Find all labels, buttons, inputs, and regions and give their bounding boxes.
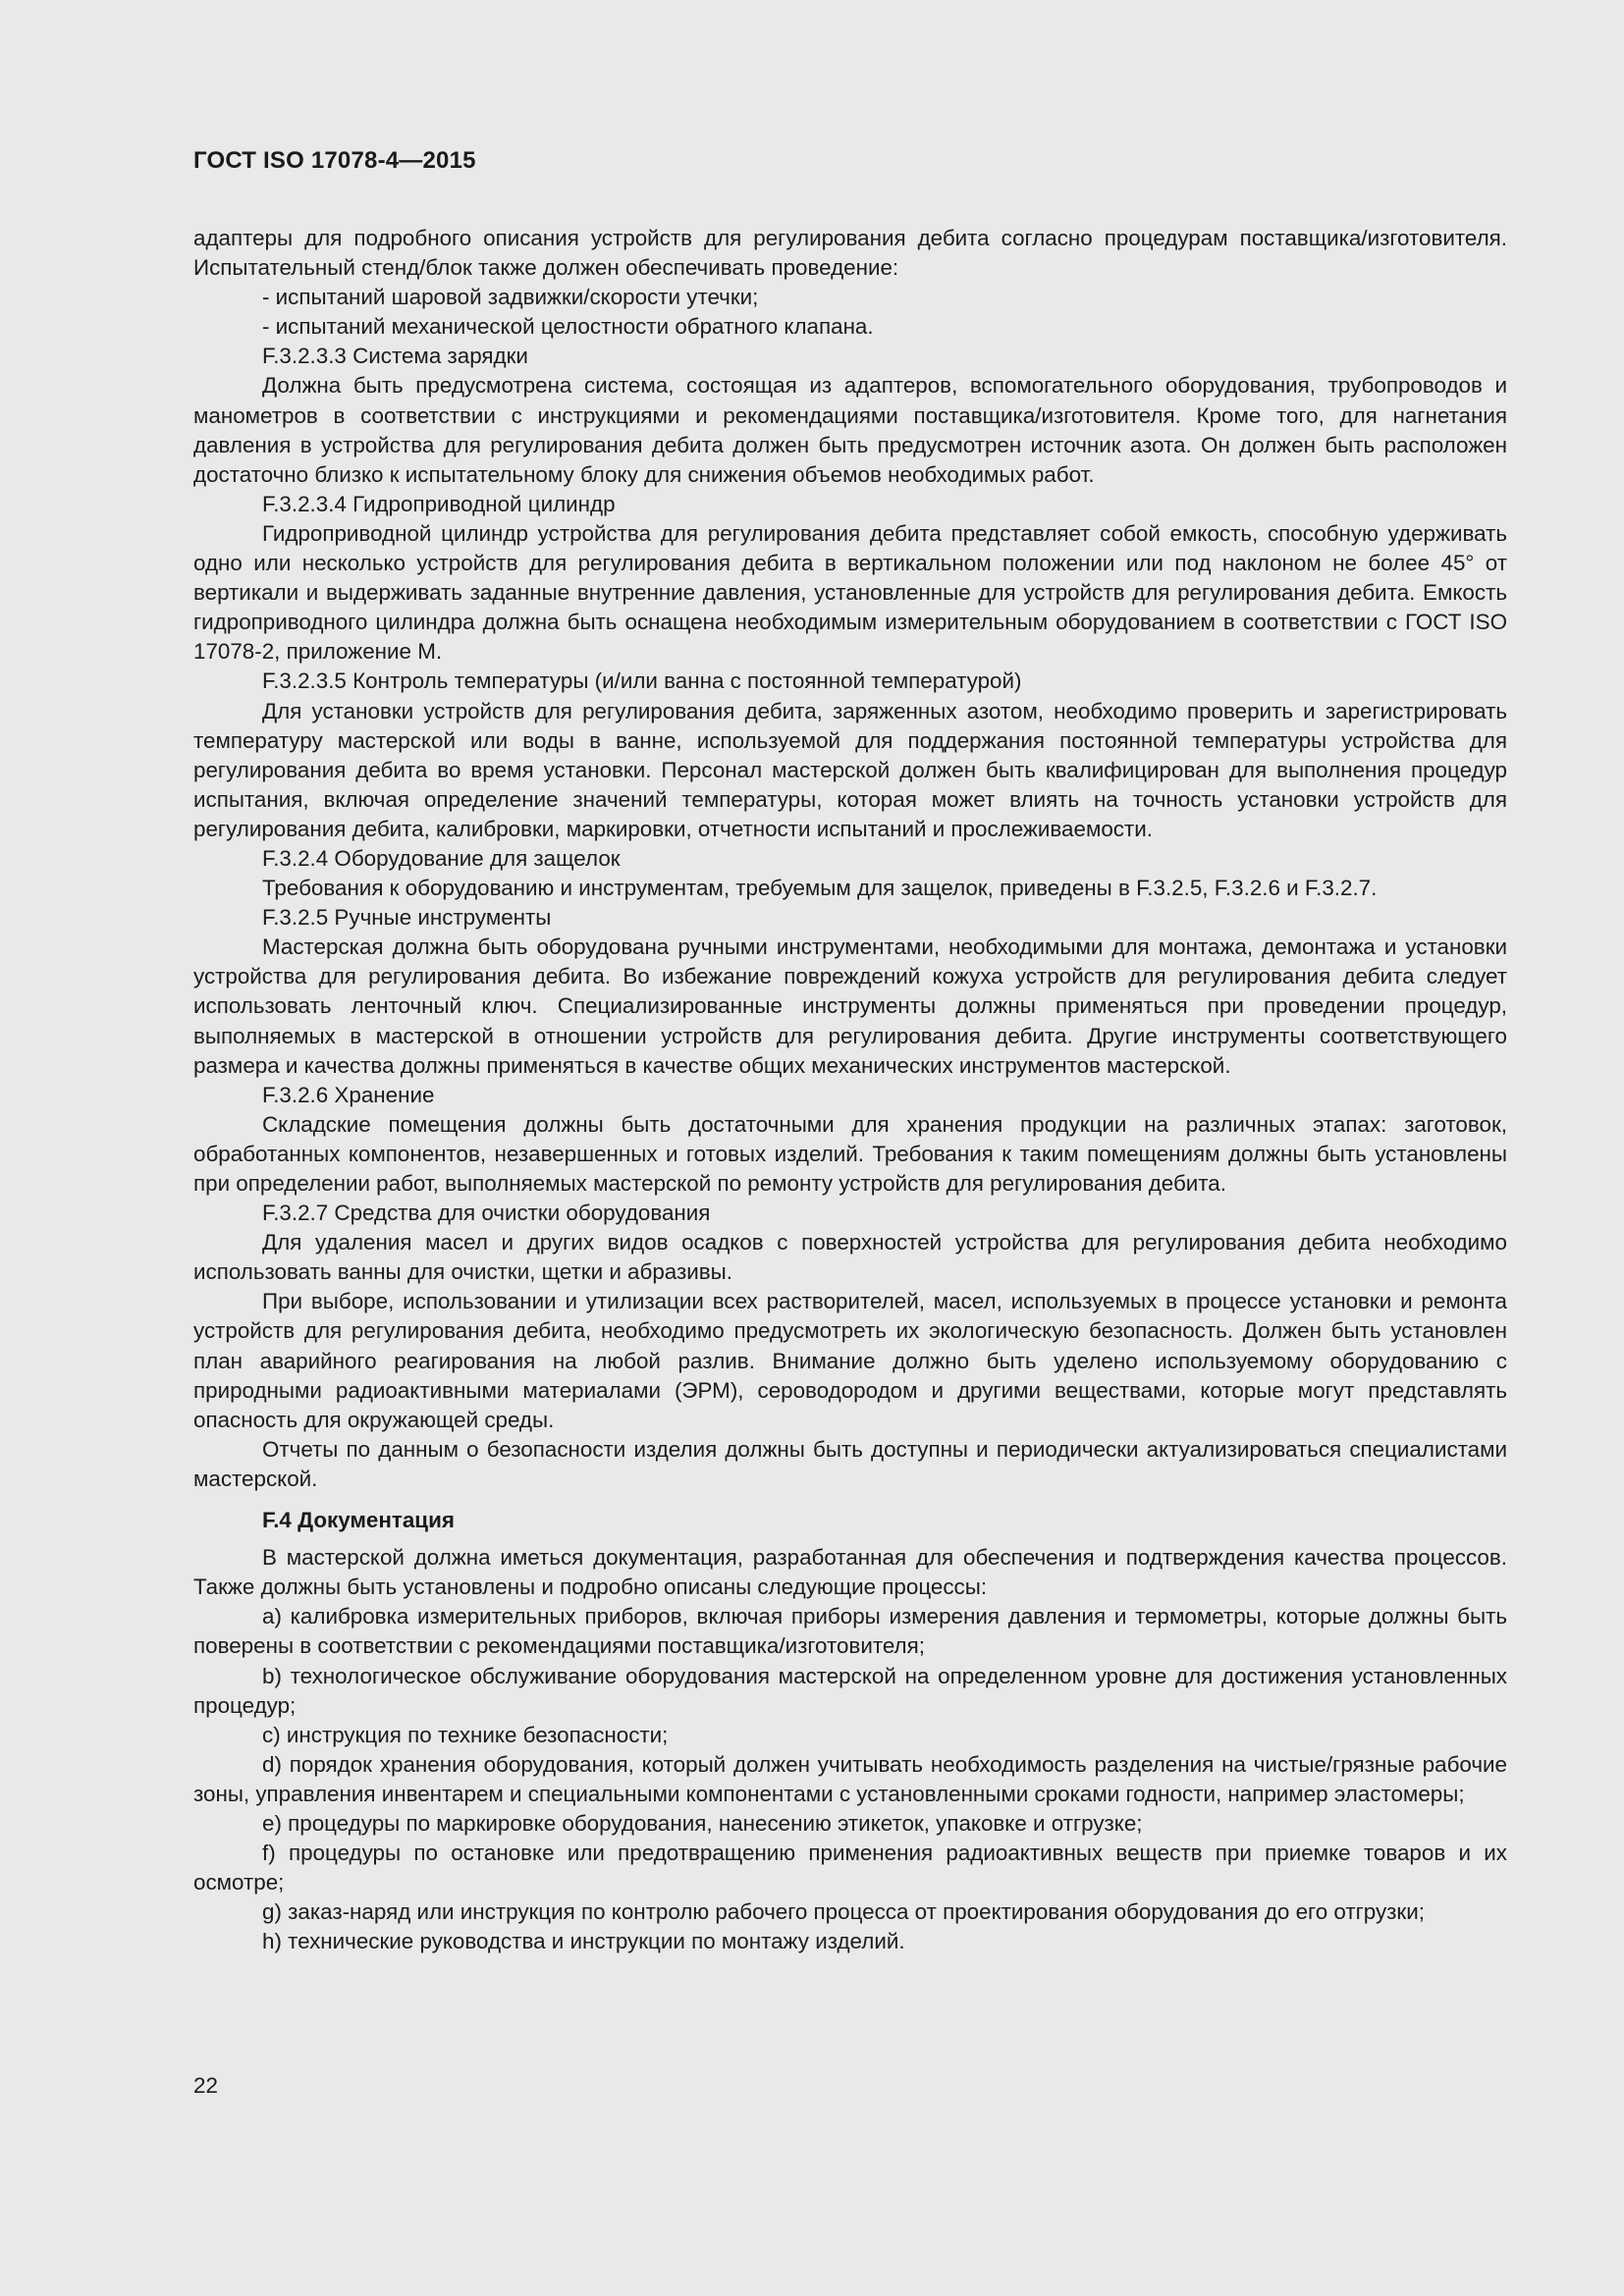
paragraph: В мастерской должна иметься документация, разработанная для обеспечения и подтверждения качества процессов. Также должны быть установлены и подробно описаны следующие процессы: (193, 1545, 1507, 1600)
document-body (193, 224, 1507, 1956)
paragraph: При выборе, использовании и утилизации всех растворителей, масел, используемых в процессе установки и ремонта устройств для регулирования дебита, необходимо предусмотреть их экологическую безопасность. Должен быть установлен план аварийного реагирования на любой разлив. Внимание должно быть уделено используемому оборудованию с природными радиоактивными материалами (ЭРМ), сероводородом и другими веществами, которые могут представлять опасность для окружающей среды. (193, 1289, 1507, 1432)
paragraph: d) порядок хранения оборудования, который должен учитывать необходимость разделения на чистые/грязные рабочие зоны, управления инвентарем и специальными компонентами с установленными сроками годности, например эластомеры; (193, 1751, 1507, 1806)
document-header: ГОСТ ISO 17078-4—2015 (193, 147, 476, 174)
paragraph: c) инструкция по технике безопасности; (262, 1722, 669, 1747)
paragraph: Складские помещения должны быть достаточными для хранения продукции на различных этапах: заготовок, обработанных компонентов, незавершенных и готовых изделий. Требования к таким помещениям должны быть установлены при определении работ, выполняемых мастерской по ремонту устройств для регулирования дебита. (193, 1111, 1507, 1196)
paragraph: g) заказ-наряд или инструкция по контролю рабочего процесса от проектирования оборудования до его отгрузки; (262, 1899, 1425, 1925)
paragraph: b) технологическое обслуживание оборудования мастерской на определенном уровне для достижения установленных процедур; (193, 1663, 1507, 1718)
paragraph: Мастерская должна быть оборудована ручными инструментами, необходимыми для монтажа, демонтажа и установки устройства для регулирования дебита. Во избежание повреждений кожуха устройств для регулирования дебита следует использовать ленточный ключ. Специализированные инструменты должны применяться при проведении процедур, выполняемых в мастерской в отношении устройств для регулирования дебита. Другие инструменты соответствующего размера и качества должны применяться в качестве общих механических инструментов мастерской. (193, 934, 1507, 1078)
paragraph: Отчеты по данным о безопасности изделия должны быть доступны и периодически актуализироваться специалистами мастерской. (193, 1436, 1507, 1491)
paragraph: F.3.2.4 Оборудование для защелок (262, 845, 621, 871)
section-heading: F.4 Документация (262, 1508, 455, 1533)
paragraph: - испытаний механической целостности обратного клапана. (262, 314, 874, 340)
paragraph: F.3.2.3.4 Гидроприводной цилиндр (262, 491, 616, 516)
paragraph: Требования к оборудованию и инструментам, требуемым для защелок, приведены в F.3.2.5, F.3.2.6 и F.3.2.7. (262, 876, 1378, 901)
page-number: 22 (193, 2073, 218, 2098)
paragraph: Гидроприводной цилиндр устройства для регулирования дебита представляет собой емкость, способную удерживать одно или несколько устройств для регулирования дебита в вертикальном положении или под наклоном не более 45° от вертикали и выдерживать заданные внутренние давления, установленные для устройств для регулирования дебита. Емкость гидроприводного цилиндра должна быть оснащена необходимым измерительным оборудованием в соответствии с ГОСТ ISO 17078-2, приложение М. (193, 520, 1507, 665)
paragraph: Для удаления масел и других видов осадков с поверхностей устройства для регулирования дебита необходимо использовать ванны для очистки, щетки и абразивы. (193, 1230, 1507, 1285)
paragraph: F.3.2.7 Средства для очистки оборудования (262, 1201, 711, 1226)
paragraph: a) калибровка измерительных приборов, включая приборы измерения давления и термометры, которые должны быть поверены в соответствии с рекомендациями поставщика/изготовителя; (193, 1604, 1507, 1659)
paragraph: Для установки устройств для регулирования дебита, заряженных азотом, необходимо проверить и зарегистрировать температуру мастерской или воды в ванне, используемой для поддержания постоянной температуры устройства для регулирования дебита во время установки. Персонал мастерской должен быть квалифицирован для выполнения процедур испытания, включая определение значений температуры, которая может влиять на точность установки устройств для регулирования дебита, калибровки, маркировки, отчетности испытаний и прослеживаемости. (193, 698, 1507, 841)
paragraph: - испытаний шаровой задвижки/скорости утечки; (262, 285, 759, 310)
paragraph: h) технические руководства и инструкции по монтажу изделий. (262, 1929, 905, 1954)
paragraph: Должна быть предусмотрена система, состоящая из адаптеров, вспомогательного оборудования, трубопроводов и манометров в соответствии с инструкциями и рекомендациями поставщика/изготовителя. Кроме того, для нагнетания давления в устройства для регулирования дебита должен быть предусмотрен источник азота. Он должен быть расположен достаточно близко к испытательному блоку для снижения объемов необходимых работ. (193, 373, 1507, 487)
paragraph: F.3.2.3.5 Контроль температуры (и/или ванна с постоянной температурой) (262, 668, 1022, 694)
paragraph: адаптеры для подробного описания устройств для регулирования дебита согласно процедурам поставщика/изготовителя. Испытательный стенд/блок также должен обеспечивать проведение: (193, 226, 1507, 281)
paragraph: F.3.2.3.3 Система зарядки (262, 344, 528, 369)
paragraph: f) процедуры по остановке или предотвращению применения радиоактивных веществ при приемке товаров и их осмотре; (193, 1841, 1507, 1896)
paragraph: e) процедуры по маркировке оборудования, нанесению этикеток, упаковке и отгрузке; (262, 1810, 1143, 1836)
paragraph: F.3.2.6 Хранение (262, 1082, 435, 1107)
paragraph: F.3.2.5 Ручные инструменты (262, 905, 552, 931)
